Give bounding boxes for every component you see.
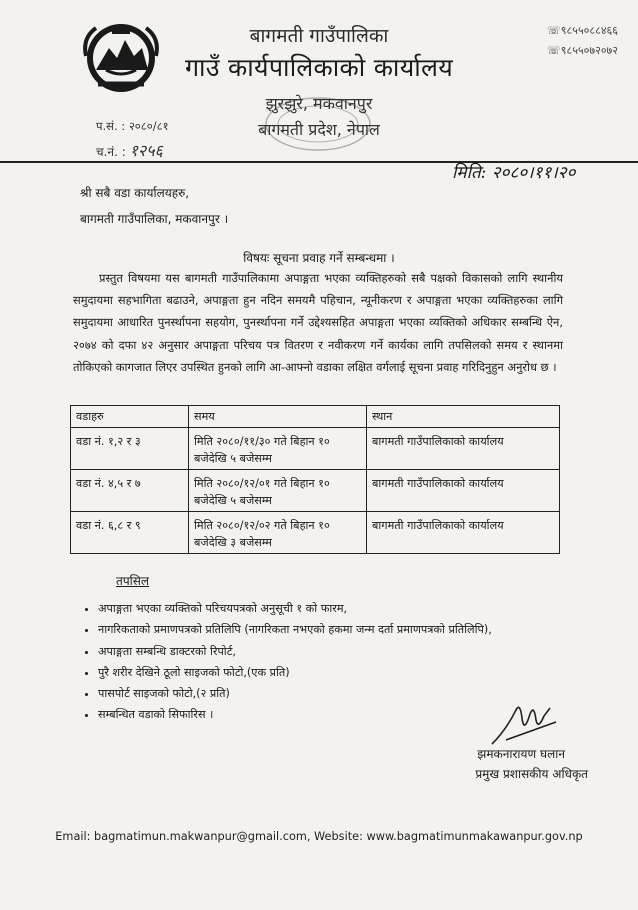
list-item: • नागरिकताको प्रमाणपत्रको प्रतिलिपि (नागरिकता नभएको हकमा जन्म दर्ता प्रमाणपत्रको प्रतिलिपि), (98, 619, 568, 640)
table-cell: मिति २०८०/१२/०१ गते बिहान १० बजेदेखि ५ बजेसम्म (189, 470, 367, 512)
addressee-line-1: श्री सबै वडा कार्यालयहरु, (80, 186, 190, 200)
table-cell: वडा नं. १,२ र ३ (71, 428, 189, 470)
list-item: • अपाङ्गता भएका व्यक्तिको परिचयपत्रको अनुसूची १ को फारम, (98, 598, 568, 619)
signatory-name: झमकनारायण घलान (477, 747, 565, 761)
date-value: २०८०।११।२० (491, 163, 576, 183)
list-item: • अपाङ्गता सम्बन्धि डाक्टरको रिपोर्ट, (98, 641, 568, 662)
table-cell: बागमती गाउँपालिकाको कार्यालय (367, 470, 560, 512)
table-cell: बागमती गाउँपालिकाको कार्यालय (367, 428, 560, 470)
body-paragraph: प्रस्तुत विषयमा यस बागमती गाउँपालिकामा अपाङ्गता भएका व्यक्तिहरुको सबै पक्षको विकासको लागि स्थानीय समुदायमा सहभागिता बढाउने, अपाङ्गता हुन नदिन समयमै पहिचान, न्यूनीकरण र अपाङ्गता भएका व्यक्तिहरुका लागि समुदायमा आधारित पुनर्स्थापना सहयोग, पुनर्स्थापना गर्ने उद्देश्यसहित अपाङ्गता भएका व्यक्तिको अधिकार सम्बन्धि ऐन, २०७४ को दफा ४२ अनुसार अपाङ्गता परिचय पत्र वितरण र नवीकरण गर्ने कार्यका लागि तपसिलको समय र स्थानमा तोकिएको कागजात लिएर उपस्थित हुनको लागि आ-आफ्नो वडाका लक्षित वर्गलाई सूचना प्रवाह गरिदिनुहुन अनुरोध छ । (73, 271, 563, 374)
letterhead-province: बागमती प्रदेश, नेपाल (258, 120, 380, 139)
table-cell: मिति २०८०/१२/०२ गते बिहान १० बजेदेखि ३ बजेसम्म (189, 512, 367, 554)
phone-number-1: ☏९८५५०८८४६६ (547, 24, 618, 37)
reference-label: प.सं. : (96, 119, 129, 133)
signatory-title: प्रमुख प्रशासकीय अधिकृत (475, 767, 588, 781)
schedule-table (70, 405, 560, 554)
letterhead-municipality: बागमती गाउँपालिका (249, 25, 389, 47)
list-item: • सम्बन्धित वडाको सिफारिस । (98, 704, 568, 725)
table-header-row (71, 406, 560, 428)
table-row (71, 512, 560, 554)
letter-date (452, 160, 575, 183)
list-item: • पासपोर्ट साइजको फोटो,(२ प्रति) (98, 683, 568, 704)
signature-icon (486, 700, 566, 750)
dispatch-value: १२५६ (129, 141, 163, 160)
addressee-line-2: बागमती गाउँपालिका, मकवानपुर । (80, 212, 229, 226)
table-cell: वडा नं. ६,८ र ९ (71, 512, 189, 554)
date-label: मिति: (452, 163, 492, 183)
footer-contact: Email: bagmatimun.makwanpur@gmail.com, Website: www.bagmatimunmakawanpur.gov.np (55, 830, 583, 843)
table-header-cell: समय (189, 406, 367, 428)
table-cell: वडा नं. ४,५ र ७ (71, 470, 189, 512)
table-row (71, 470, 560, 512)
reference-value: २०८०/८१ (128, 119, 169, 133)
table-row (71, 428, 560, 470)
letterhead-location: झुरझुरे, मकवानपुर (265, 94, 373, 113)
dispatch-label: च.नं. : (96, 145, 130, 159)
phone-number-2: ☏९८५५०७२०७२ (547, 44, 618, 57)
letterhead-office: गाउँ कार्यपालिकाको कार्यालय (184, 53, 454, 82)
table-header-cell: वडाहरु (71, 406, 189, 428)
dispatch-number (96, 139, 163, 161)
office-stamp-icon (258, 94, 378, 154)
table-cell: बागमती गाउँपालिकाको कार्यालय (367, 512, 560, 554)
subject-line: विषयः सूचना प्रवाह गर्ने सम्बन्धमा । (243, 251, 395, 265)
table-cell: मिति २०८०/११/३० गते बिहान १० बजेदेखि ५ बजेसम्म (189, 428, 367, 470)
list-item: • पुरै शरीर देखिने ठूलो साइजको फोटो,(एक प्रति) (98, 662, 568, 683)
table-header-cell: स्थान (367, 406, 560, 428)
reference-number (96, 119, 169, 134)
tapsil-heading: तपसिल (116, 574, 150, 588)
